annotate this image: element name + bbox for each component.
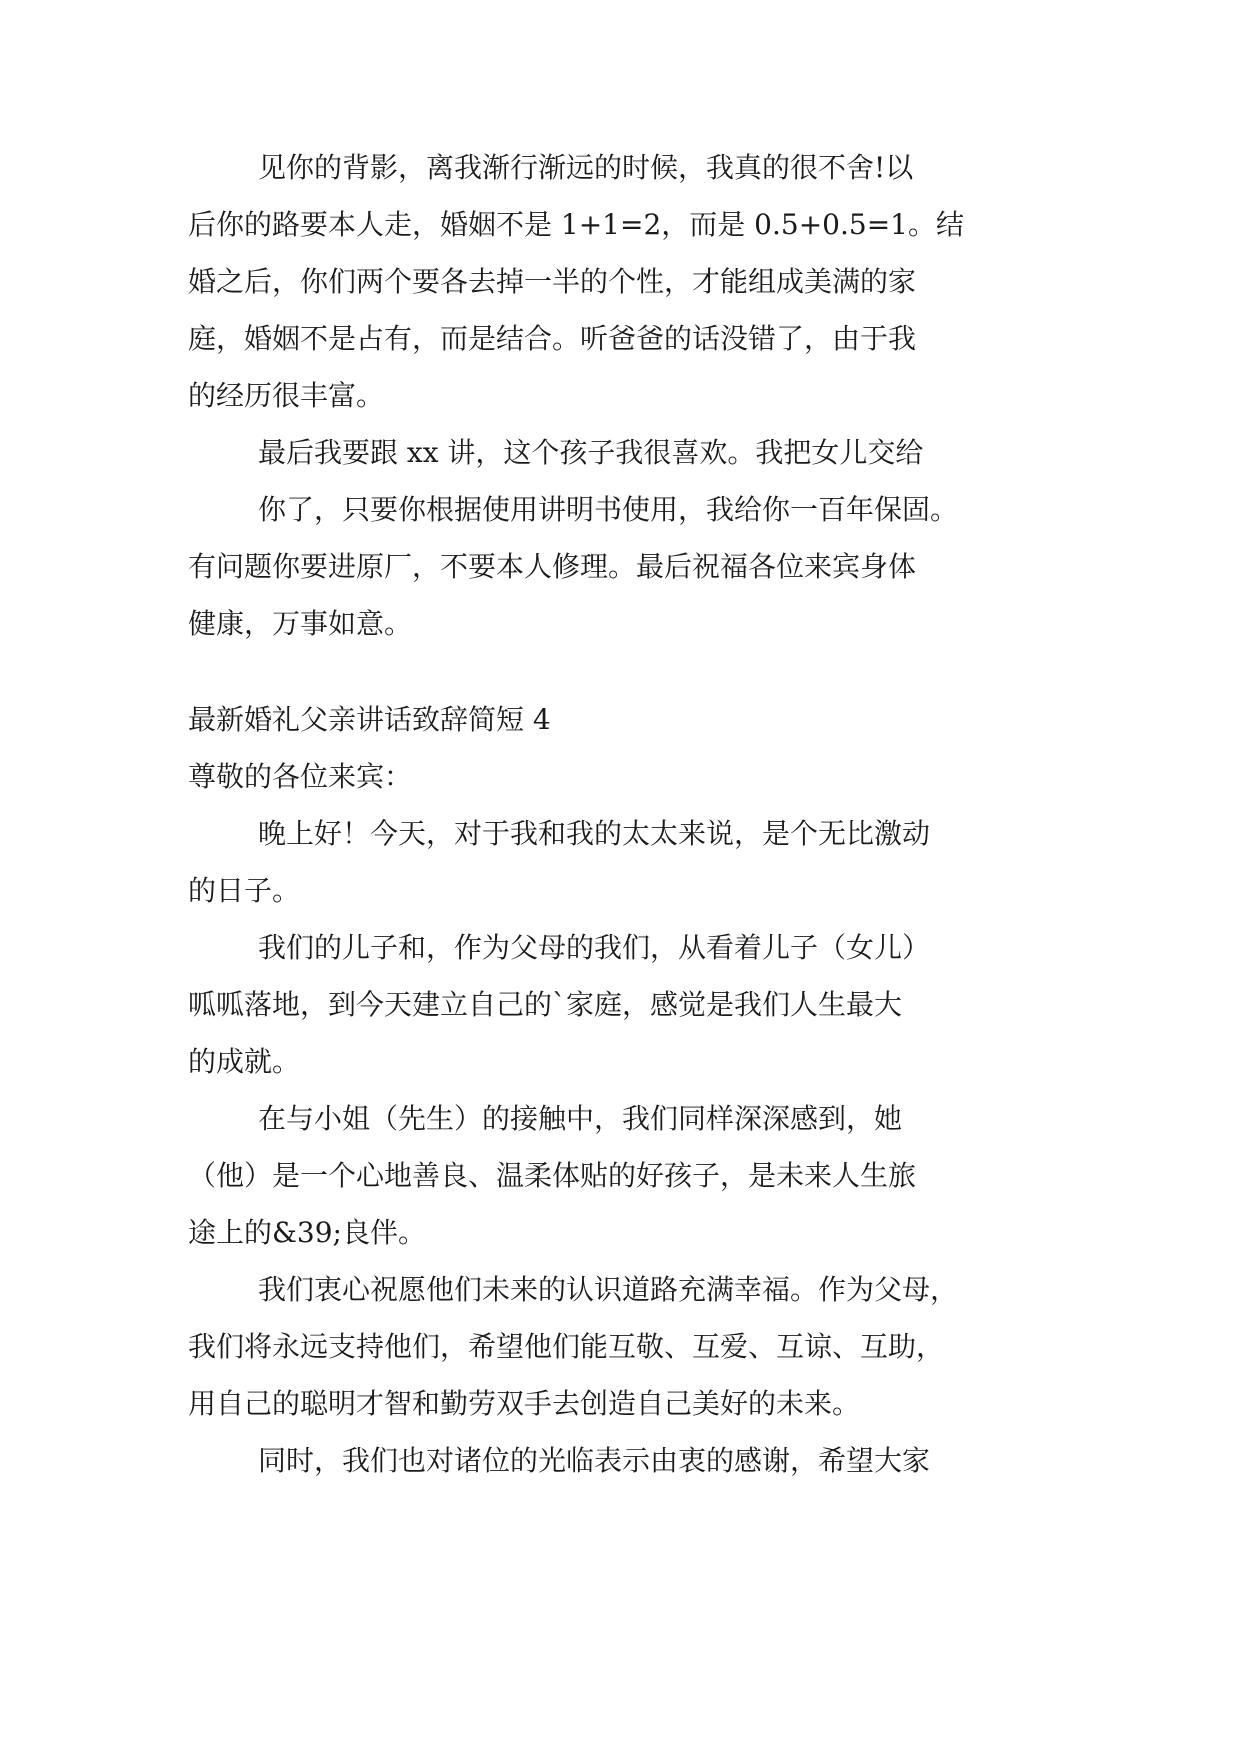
body-text-line: 用自己的聪明才智和勤劳双手去创造自己美好的未来。 (188, 1387, 861, 1420)
body-text-line: 的成就。 (188, 1045, 301, 1078)
body-text-line: 途上的&39;良伴。 (188, 1216, 426, 1249)
body-text-line: 见你的背影，离我渐行渐远的时候，我真的很不舍!以 (258, 151, 914, 184)
body-text-line: 的日子。 (188, 874, 301, 907)
body-text-line: 婚之后，你们两个要各去掉一半的个性，才能组成美满的家 (188, 265, 917, 298)
body-text-line: 我们衷心祝愿他们未来的认识道路充满幸福。作为父母， (258, 1273, 959, 1306)
body-text-line: 有问题你要进原厂，不要本人修理。最后祝福各位来宾身体 (188, 550, 917, 583)
body-text-line: 庭，婚姻不是占有，而是结合。听爸爸的话没错了，由于我 (188, 322, 917, 355)
body-text-line: 后你的路要本人走，婚姻不是 1+1=2，而是 0.5+0.5=1。结 (188, 208, 964, 241)
body-text-line: 同时，我们也对诸位的光临表示由衷的感谢，希望大家 (258, 1444, 931, 1477)
body-text-line: 最后我要跟 xx 讲，这个孩子我很喜欢。我把女儿交给 (258, 436, 924, 469)
body-text-line: 我们的儿子和，作为父母的我们，从看着儿子（女儿） (258, 931, 931, 964)
body-text-line: 晚上好！今天，对于我和我的太太来说，是个无比激动 (258, 817, 931, 850)
body-text-line: 的经历很丰富。 (188, 379, 385, 412)
body-text-line: 你了，只要你根据使用讲明书使用，我给你一百年保固。 (258, 493, 959, 526)
body-text-line: 我们将永远支持他们，希望他们能互敬、互爱、互谅、互助， (188, 1330, 945, 1363)
body-text-line: 健康，万事如意。 (188, 607, 413, 640)
salutation: 尊敬的各位来宾： (188, 760, 413, 793)
body-text-line: 在与小姐（先生）的接触中，我们同样深深感到，她 (258, 1102, 903, 1135)
body-text-line: 呱呱落地，到今天建立自己的`家庭，感觉是我们人生最大 (188, 988, 903, 1021)
section-heading: 最新婚礼父亲讲话致辞简短 4 (188, 703, 551, 736)
body-text-line: （他）是一个心地善良、温柔体贴的好孩子，是未来人生旅 (188, 1159, 917, 1192)
